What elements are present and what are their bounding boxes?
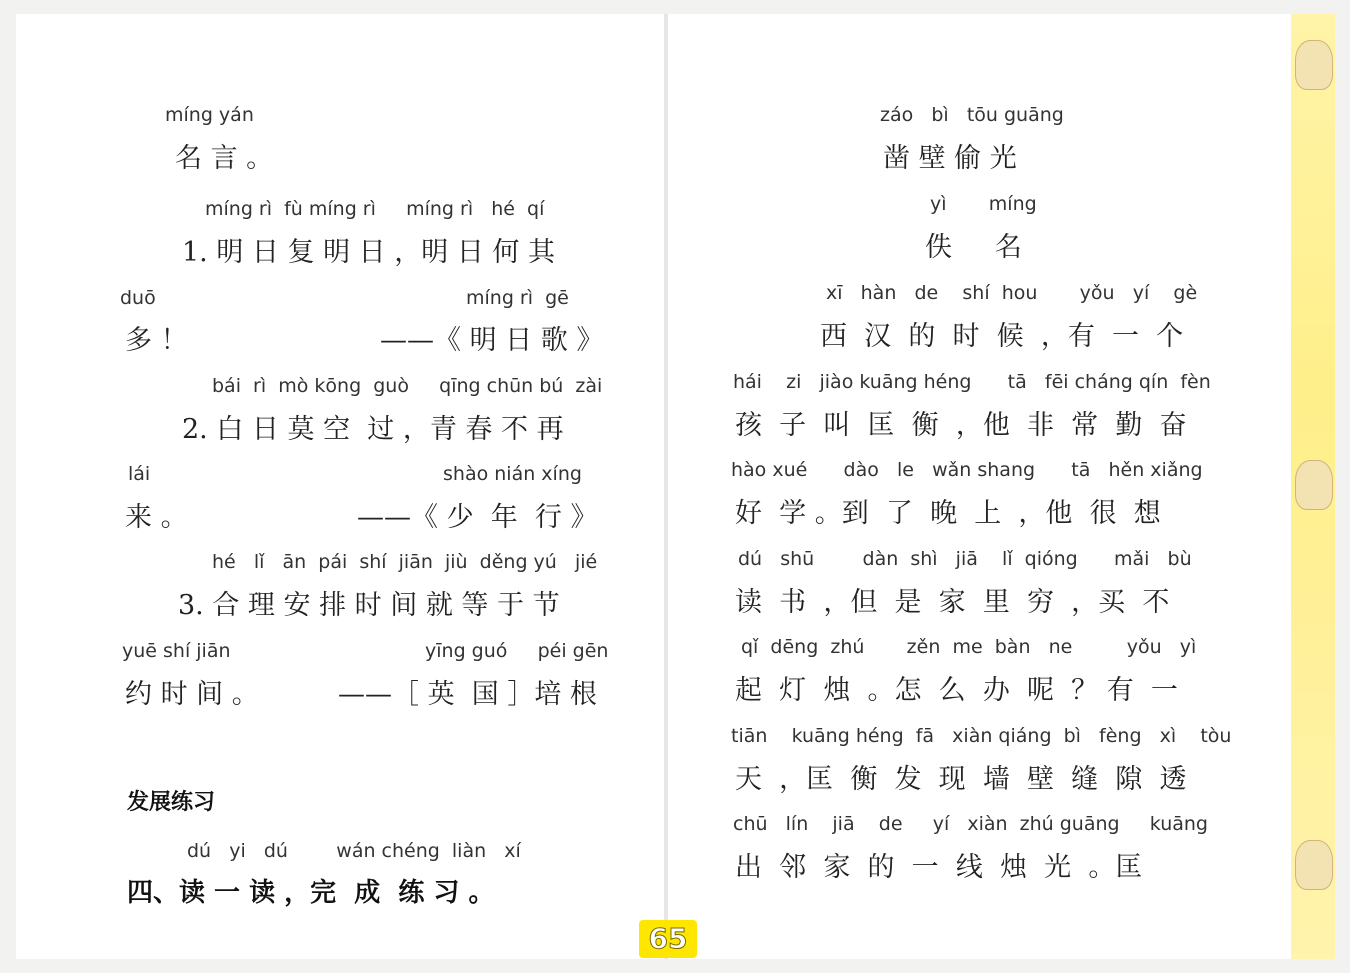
left-page bbox=[16, 14, 666, 959]
story-pinyin-line: tiān kuāng héng fā xiàn qiáng bì fèng xì tòu bbox=[731, 725, 1232, 747]
story-pinyin-line: qǐ dēng zhú zěn me bàn ne yǒu yì bbox=[741, 636, 1197, 658]
author: 佚 名 bbox=[925, 232, 1022, 263]
quote-2-pinyin: bái rì mò kōng guò qīng chūn bú zài bbox=[212, 375, 603, 397]
quote-3-line-1: 3. 合 理 安 排 时 间 就 等 于 节 bbox=[178, 590, 560, 621]
story-text-line: 出 邻 家 的 一 线 烛 光 。匡 bbox=[735, 852, 1143, 883]
exercise-title: 四、读 一 读 ，完 成 练 习 。 bbox=[127, 878, 495, 908]
cartoon-character-icon bbox=[1295, 840, 1333, 890]
story-text-line: 起 灯 烛 。怎 么 办 呢 ？ 有 一 bbox=[735, 675, 1178, 706]
story-text-line: 读 书 ，但 是 家 里 穷 ，买 不 bbox=[735, 587, 1170, 618]
quote-2-line-1: 2. 白 日 莫 空 过 ，青 春 不 再 bbox=[182, 414, 564, 445]
page-number: 65 bbox=[639, 920, 697, 958]
story-pinyin-line: hái zi jiào kuāng héng tā fēi cháng qín fèn bbox=[733, 371, 1211, 393]
story-pinyin-line: xī hàn de shí hou yǒu yí gè bbox=[826, 282, 1198, 304]
quote-2-pinyin-2b: shào nián xíng bbox=[443, 463, 582, 485]
story-pinyin-line: dú shū dàn shì jiā lǐ qióng mǎi bù bbox=[738, 548, 1192, 570]
quote-3-source: ——［ 英 国 ］培 根 bbox=[338, 679, 597, 710]
quote-1-pinyin-2a: duō bbox=[120, 287, 156, 309]
quote-1-source: ——《 明 日 歌 》 bbox=[380, 325, 604, 356]
quote-1-line-1: 1. 明 日 复 明 日 ，明 日 何 其 bbox=[182, 237, 556, 268]
quote-1-line-2a: 多 ！ bbox=[125, 325, 188, 356]
story-pinyin-line: chū lín jiā de yí xiàn zhú guāng kuāng bbox=[733, 813, 1208, 835]
quote-2-line-2a: 来 。 bbox=[125, 502, 188, 533]
quote-3-pinyin-2b: yīng guó péi gēn bbox=[425, 640, 609, 662]
quote-1-pinyin-2b: míng rì gē bbox=[466, 287, 569, 309]
author-pinyin: yì míng bbox=[930, 193, 1037, 215]
cartoon-character-icon bbox=[1295, 460, 1333, 510]
story-text-line: 西 汉 的 时 候 ，有 一 个 bbox=[820, 321, 1184, 352]
quote-3-line-2a: 约 时 间 。 bbox=[125, 679, 259, 710]
book-gutter bbox=[664, 14, 668, 959]
story-text-line: 好 学 。到 了 晚 上 ，他 很 想 bbox=[735, 498, 1161, 529]
cartoon-character-icon bbox=[1295, 40, 1333, 90]
story-pinyin-line: hào xué dào le wǎn shang tā hěn xiǎng bbox=[731, 459, 1203, 481]
story-title: 凿 壁 偷 光 bbox=[883, 143, 1017, 174]
quote-2-source: ——《 少 年 行 》 bbox=[357, 502, 598, 533]
section-heading: 发展练习 bbox=[127, 790, 216, 815]
quote-3-pinyin: hé lǐ ān pái shí jiān jiù děng yú jié bbox=[212, 551, 598, 573]
left-title: 名 言 。 bbox=[175, 143, 274, 174]
story-title-pinyin: záo bì tōu guāng bbox=[880, 104, 1064, 126]
story-text-line: 孩 子 叫 匡 衡 ，他 非 常 勤 奋 bbox=[735, 410, 1187, 441]
quote-1-pinyin: míng rì fù míng rì míng rì hé qí bbox=[205, 198, 545, 220]
quote-3-pinyin-2a: yuē shí jiān bbox=[122, 640, 231, 662]
exercise-pinyin: dú yi dú wán chéng liàn xí bbox=[187, 840, 521, 862]
quote-2-pinyin-2a: lái bbox=[128, 463, 151, 485]
story-text-line: 天 ，匡 衡 发 现 墙 壁 缝 隙 透 bbox=[735, 764, 1187, 795]
title-pinyin: míng yán bbox=[165, 104, 254, 126]
